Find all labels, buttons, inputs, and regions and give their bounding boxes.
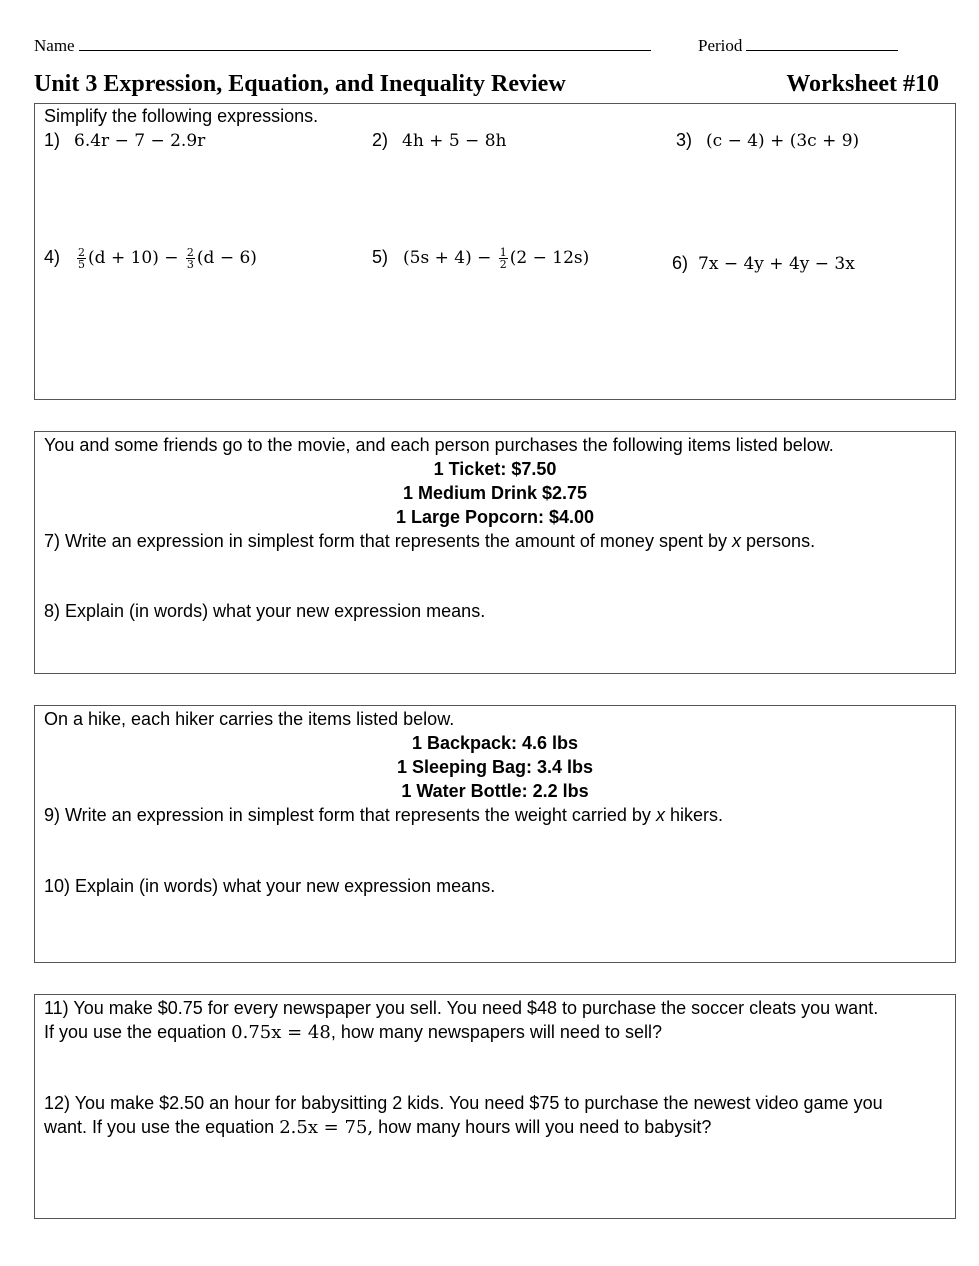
problem-4-expression: $\frac{2}{5}$ (d + 10) − $\frac{2}{3}$ (d − 6): [78, 246, 257, 271]
fraction: $\frac{2}{3}$: [186, 246, 194, 271]
problem-6: 6) 7x − 4y + 4y − 3x: [672, 253, 855, 274]
name-label: Name: [34, 36, 75, 55]
name-blank-line[interactable]: [79, 36, 651, 51]
simplify-expressions-box: [34, 103, 956, 400]
name-field: [34, 36, 651, 56]
movie-item-drink: 1 Medium Drink $2.75: [402, 483, 588, 503]
question-9: 9) Write an expression in simplest form that represents the weight carried by x hikers.: [44, 805, 723, 825]
question-10: 10) Explain (in words) what your new expression means.: [44, 876, 496, 896]
problem-2-expression: 4h + 5 − 8h: [402, 131, 507, 151]
fraction: $\frac{1}{2}$: [499, 246, 507, 271]
hike-item-backpack: 1 Backpack: 4.6 lbs: [411, 733, 579, 753]
fraction: $\frac{2}{5}$: [78, 246, 86, 271]
problem-3: 3) (c − 4) + (3c + 9): [676, 130, 860, 151]
question-12-equation: 2.5x = 75,: [279, 1117, 374, 1138]
question-11-line-1: 11) You make $0.75 for every newspaper you sell. You need $48 to purchase the soccer cleats you want.: [44, 998, 879, 1018]
movie-problem-box: [34, 431, 956, 674]
problem-1: 1) 6.4r − 7 − 2.9r: [44, 130, 206, 151]
worksheet-number: Worksheet #10: [786, 71, 939, 97]
question-12-line-2: want. If you use the equation 2.5x = 75, how many hours will you need to babysit?: [44, 1117, 712, 1138]
hike-item-water-bottle: 1 Water Bottle: 2.2 lbs: [401, 781, 589, 801]
hike-intro: On a hike, each hiker carries the items listed below.: [44, 709, 455, 729]
period-blank-line[interactable]: [746, 36, 898, 51]
simplify-instruction: Simplify the following expressions.: [44, 106, 319, 126]
problem-5: 5) (5s + 4) − $\frac{1}{2}$ (2 − 12s): [372, 246, 590, 271]
question-11-line-2: If you use the equation 0.75x = 48, how many newspapers will need to sell?: [44, 1022, 662, 1043]
movie-item-ticket: 1 Ticket: $7.50: [433, 459, 557, 479]
equation-word-problems-box: [34, 994, 956, 1219]
problem-3-expression: (c − 4) + (3c + 9): [706, 131, 860, 151]
question-7: 7) Write an expression in simplest form that represents the amount of money spent by x persons.: [44, 531, 816, 551]
question-8: 8) Explain (in words) what your new expression means.: [44, 601, 486, 621]
problem-4: 4) $\frac{2}{5}$ (d + 10) − $\frac{2}{3}$ (d − 6): [44, 246, 257, 271]
period-label: Period: [698, 36, 743, 55]
problem-6-expression: 7x − 4y + 4y − 3x: [698, 254, 855, 274]
period-field: [698, 36, 898, 56]
movie-intro: You and some friends go to the movie, and each person purchases the following items listed below.: [44, 435, 834, 455]
question-11-equation: 0.75x = 48: [231, 1022, 331, 1043]
worksheet-title: Unit 3 Expression, Equation, and Inequality Review: [34, 71, 566, 97]
hike-problem-box: [34, 705, 956, 963]
problem-1-expression: 6.4r − 7 − 2.9r: [74, 131, 206, 151]
problem-2: 2) 4h + 5 − 8h: [372, 130, 507, 151]
hike-item-sleeping-bag: 1 Sleeping Bag: 3.4 lbs: [396, 757, 594, 777]
question-12-line-1: 12) You make $2.50 an hour for babysitting 2 kids. You need $75 to purchase the newest video game you: [44, 1093, 883, 1113]
problem-5-expression: (5s + 4) − $\frac{1}{2}$ (2 − 12s): [403, 246, 590, 271]
movie-item-popcorn: 1 Large Popcorn: $4.00: [395, 507, 595, 527]
